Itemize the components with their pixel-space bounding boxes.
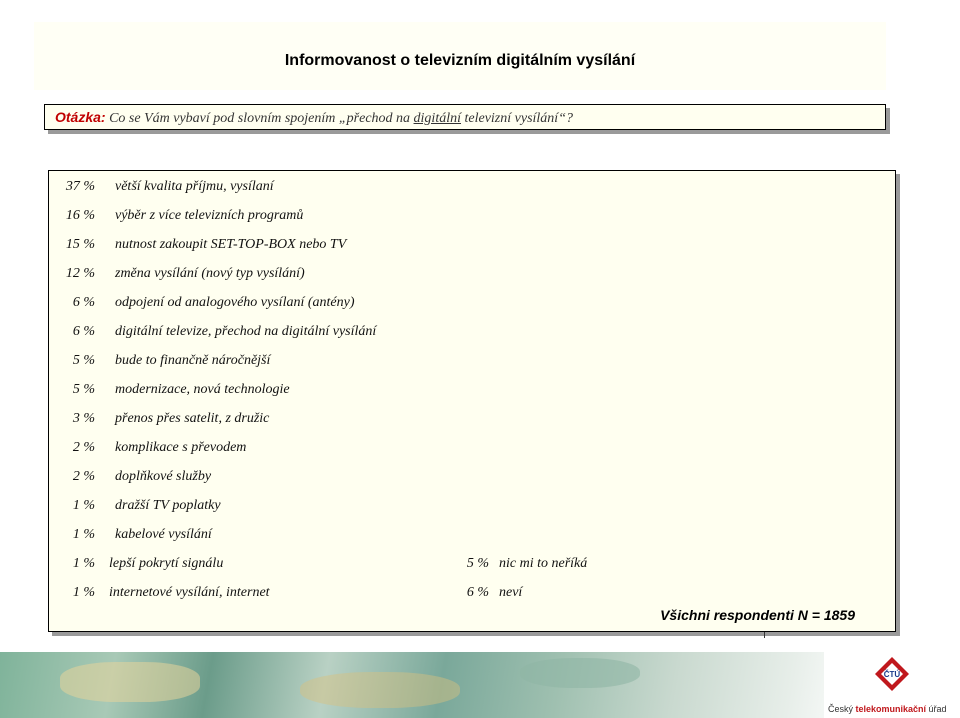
response-label: doplňkové služby: [115, 469, 212, 484]
response-percent: 5 %: [72, 382, 95, 397]
ctu-logo: [824, 652, 960, 718]
title-panel: [34, 22, 886, 90]
response-percent: 6 %: [72, 324, 95, 339]
response-label: lepší pokrytí signálu: [109, 556, 224, 571]
respondents-total: Všichni respondenti N = 1859: [660, 607, 855, 623]
response-label: odpojení od analogového vysílaní (antény): [115, 295, 355, 310]
ctu-logo-icon: [874, 656, 910, 692]
response-percent: 2 %: [72, 440, 95, 455]
response-percent: 3 %: [72, 411, 95, 426]
divider-tick: [764, 632, 765, 638]
response-label: digitální televize, přechod na digitální vysílání: [115, 324, 377, 339]
response-percent: 6 %: [72, 295, 95, 310]
response-percent: 5 %: [72, 353, 95, 368]
response-percent: 1 %: [72, 556, 95, 571]
response-label: větší kvalita příjmu, vysílaní: [115, 179, 274, 194]
ctu-logo-mark-text: ČTÚ: [883, 670, 901, 679]
question-text: [55, 109, 573, 127]
ctu-logo-name: Český telekomunikační úřad: [828, 704, 947, 714]
response-label: dražší TV poplatky: [115, 498, 221, 513]
response-percent: 1 %: [72, 498, 95, 513]
response-label: nutnost zakoupit SET-TOP-BOX nebo TV: [115, 237, 347, 252]
response-label: neví: [499, 585, 523, 600]
response-label: přenos přes satelit, z družic: [115, 411, 270, 426]
response-label: bude to finančně náročnější: [115, 353, 271, 368]
question-text-before: Co se Vám vybaví pod slovním spojením „přechod na: [109, 111, 414, 126]
response-label: komplikace s převodem: [115, 440, 247, 455]
response-percent: 1 %: [72, 527, 95, 542]
response-percent: 15 %: [65, 237, 95, 252]
response-percent: 37 %: [65, 179, 95, 194]
response-label: výběr z více televizních programů: [115, 208, 304, 223]
response-percent: 6 %: [466, 585, 489, 600]
response-label: kabelové vysílání: [115, 527, 212, 542]
response-percent: 5 %: [466, 556, 489, 571]
response-label: nic mi to neříká: [499, 556, 588, 571]
page-title: Informovanost o televizním digitálním vysílání: [284, 52, 636, 69]
response-label: modernizace, nová technologie: [115, 382, 290, 397]
response-label: internetové vysílání, internet: [109, 585, 270, 600]
question-text-after: televizní vysílání“?: [461, 111, 573, 126]
question-panel: [44, 104, 886, 130]
response-percent: 16 %: [65, 208, 95, 223]
response-percent: 12 %: [65, 266, 95, 281]
response-label: změna vysílání (nový typ vysílání): [115, 266, 305, 281]
decorative-footer-strip: [0, 652, 960, 718]
question-label: Otázka:: [55, 109, 106, 125]
responses-panel: [48, 170, 896, 632]
response-percent: 2 %: [72, 469, 95, 484]
response-percent: 1 %: [72, 585, 95, 600]
question-text-underlined: digitální: [413, 111, 461, 126]
